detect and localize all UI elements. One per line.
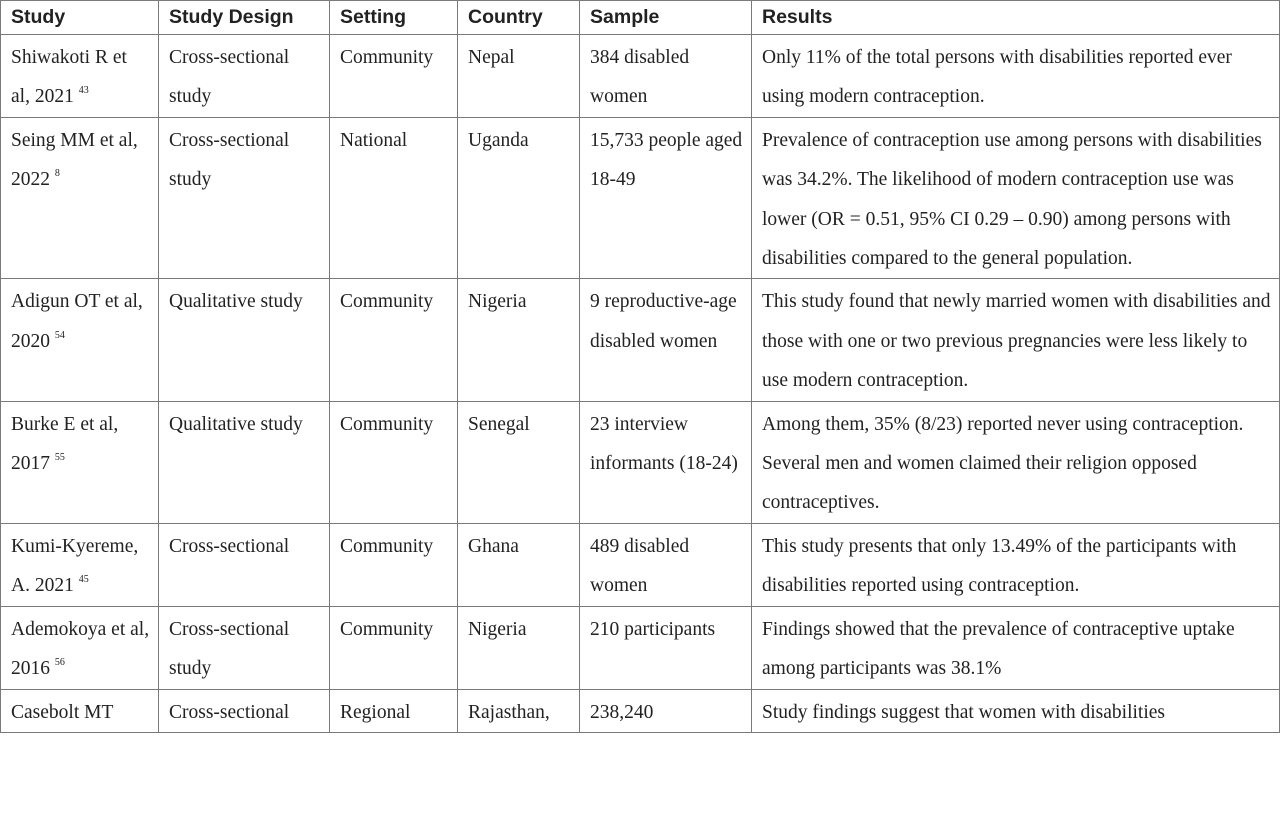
cell-country: Nepal [458, 35, 580, 118]
cell-setting: Community [330, 606, 458, 689]
cell-country: Rajasthan, [458, 689, 580, 732]
cell-results: This study presents that only 13.49% of the participants with disabilities reported using contraception. [752, 523, 1280, 606]
reference-number: 54 [54, 329, 65, 341]
column-header-study-design: Study Design [159, 1, 330, 35]
table-row [1, 401, 1280, 523]
cell-design: Cross-sectional study [159, 35, 330, 118]
cell-setting: Community [330, 35, 458, 118]
cell-country: Uganda [458, 117, 580, 279]
reference-number: 55 [54, 452, 65, 464]
study-citation: Seing MM et al, 2022 [11, 129, 138, 191]
column-header-country: Country [458, 1, 580, 35]
cell-setting: Regional [330, 689, 458, 732]
study-citation: Shiwakoti R et al, 2021 [11, 47, 127, 108]
cell-sample: 238,240 [580, 689, 752, 732]
cell-country: Senegal [458, 401, 580, 523]
cell-design: Cross-sectional study [159, 606, 330, 689]
cell-design: Cross-sectional study [159, 117, 330, 279]
cell-setting: Community [330, 523, 458, 606]
table-row [1, 523, 1280, 606]
cell-study [1, 117, 159, 279]
study-citation: Casebolt MT [11, 701, 114, 723]
table-row [1, 689, 1280, 732]
table-row [1, 606, 1280, 689]
cell-sample: 23 interview informants (18-24) [580, 401, 752, 523]
cell-results: Prevalence of contraception use among persons with disabilities was 34.2%. The likelihood of modern contraception use was lower (OR = 0.51, 95% CI 0.29 – 0.90) among persons with disabilities compared to the general population. [752, 117, 1280, 279]
study-citation: Ademokoya et al, 2016 [11, 618, 150, 680]
cell-setting: Community [330, 279, 458, 401]
study-citation: Adigun OT et al, 2020 [11, 291, 143, 352]
cell-results: Findings showed that the prevalence of contraceptive uptake among participants was 38.1% [752, 606, 1280, 689]
table-header-row [1, 1, 1280, 35]
study-citation: Burke E et al, 2017 [11, 413, 119, 475]
column-header-setting: Setting [330, 1, 458, 35]
cell-design: Qualitative study [159, 401, 330, 523]
column-header-results: Results [752, 1, 1280, 35]
cell-results: Study findings suggest that women with disabilities [752, 689, 1280, 732]
column-header-sample: Sample [580, 1, 752, 35]
cell-sample: 210 participants [580, 606, 752, 689]
reference-number: 45 [78, 574, 89, 586]
cell-sample: 489 disabled women [580, 523, 752, 606]
cell-country: Nigeria [458, 606, 580, 689]
cell-study [1, 35, 159, 118]
cell-study [1, 606, 159, 689]
study-citation: Kumi-Kyereme, A. 2021 [11, 535, 139, 597]
reference-number: 8 [54, 168, 60, 180]
cell-setting: National [330, 117, 458, 279]
cell-country: Nigeria [458, 279, 580, 401]
cell-results: Among them, 35% (8/23) reported never using contraception. Several men and women claimed their religion opposed contraceptives. [752, 401, 1280, 523]
reference-number: 43 [78, 85, 89, 97]
cell-study [1, 523, 159, 606]
cell-setting: Community [330, 401, 458, 523]
cell-sample: 9 reproductive-age disabled women [580, 279, 752, 401]
cell-study [1, 401, 159, 523]
table-row [1, 117, 1280, 279]
cell-design: Cross-sectional [159, 523, 330, 606]
cell-results: Only 11% of the total persons with disabilities reported ever using modern contraception. [752, 35, 1280, 118]
reference-number: 56 [54, 657, 65, 669]
cell-country: Ghana [458, 523, 580, 606]
cell-study [1, 279, 159, 401]
cell-sample: 15,733 people aged 18-49 [580, 117, 752, 279]
table-row [1, 35, 1280, 118]
cell-study [1, 689, 159, 732]
cell-design: Qualitative study [159, 279, 330, 401]
table-row [1, 279, 1280, 401]
cell-design: Cross-sectional [159, 689, 330, 732]
column-header-study: Study [1, 1, 159, 35]
cell-sample: 384 disabled women [580, 35, 752, 118]
cell-results: This study found that newly married women with disabilities and those with one or two previous pregnancies were less likely to use modern contraception. [752, 279, 1280, 401]
